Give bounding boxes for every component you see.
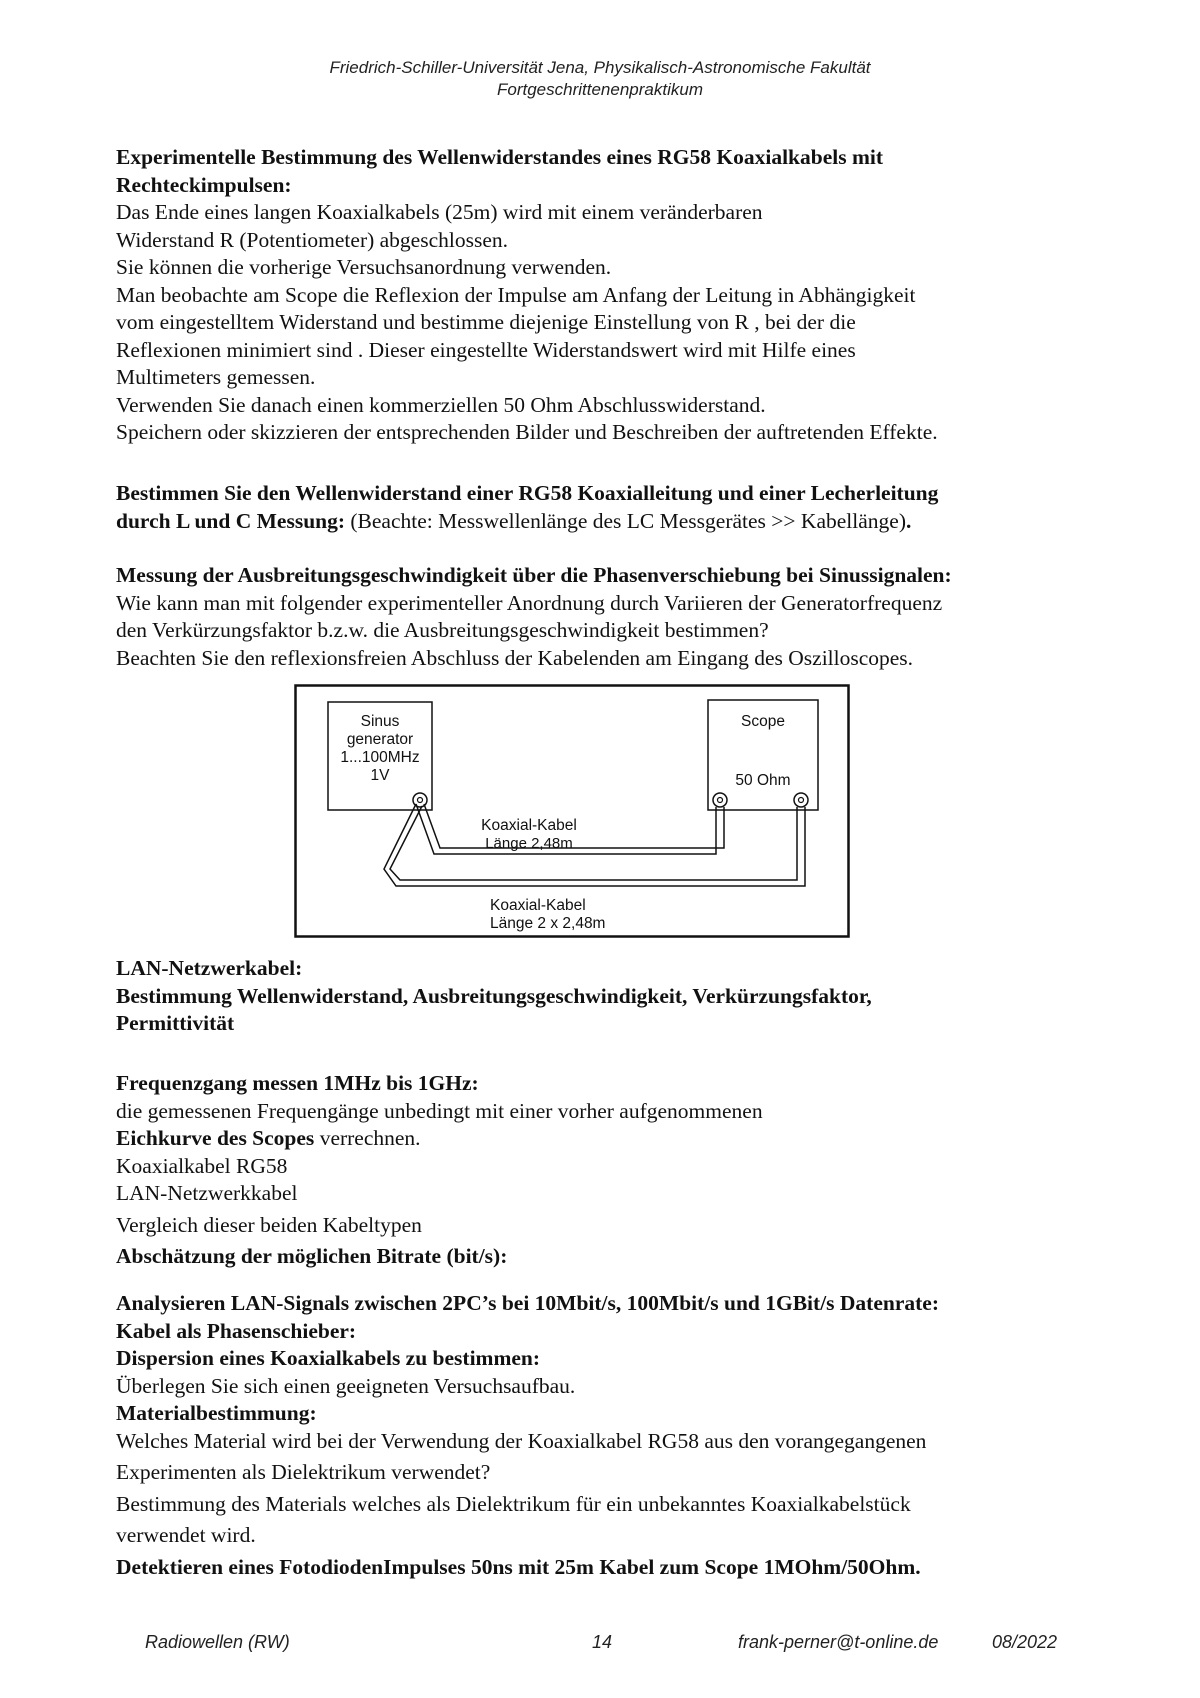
cable2-label-1: Koaxial-Kabel [490,897,586,914]
paragraph-line: die gemessenen Frequengänge unbedingt mit einer vorher aufgenommenen [116,1098,763,1123]
paragraph-line: den Verkürzungsfaktor b.z.w. die Ausbreitungsgeschwindigkeit bestimmen? [116,618,769,642]
section-subtitle-cont: Permittivität [116,1011,235,1035]
generator-label-3: 1...100MHz [340,749,420,766]
footer-date: 08/2022 [992,1632,1058,1652]
scope-connector-1-icon [713,793,727,807]
emphasis-text: Eichkurve des Scopes [116,1126,315,1150]
section-title-cont: Rechteckimpulsen: [116,172,292,197]
setup-diagram [294,684,850,938]
paragraph-line: Wie kann man mit folgender experimenteller Anordnung durch Variieren der Generatorfrequenz [116,590,943,615]
section-frequency-response [116,1070,1076,1271]
note-text: (Beachte: Messwellenlänge des LC Messgerätes >> Kabellänge) [345,508,906,533]
section-title: Dispersion eines Koaxialkabels zu bestimmen: [116,1346,541,1370]
note-end: . [905,508,912,533]
footer-page-number: 14 [592,1632,613,1652]
cable2-label-2: Länge 2 x 2,48m [490,915,606,932]
paragraph-line: Beachten Sie den reflexionsfreien Abschluss der Kabelenden am Eingang des Oszilloscopes. [116,645,914,670]
generator-label-1: Sinus [360,713,400,730]
section-phase-velocity [116,562,1076,672]
section-title: LAN-Netzwerkabel: [116,956,303,980]
section-analysis [116,1290,1076,1581]
section-title: Detektieren eines FotodiodenImpulses 50ns mit 25m Kabel zum Scope 1MOhm/50Ohm. [116,1554,921,1579]
section-lan-cable [116,955,1076,1038]
paragraph-line: Welches Material wird bei der Verwendung der Koaxialkabel RG58 aus den vorangegangenen [116,1428,927,1453]
header-institution: Friedrich-Schiller-Universität Jena, Physikalisch-Astronomische Fakultät [329,58,871,77]
paragraph-line: Man beobachte am Scope die Reflexion der Impulse am Anfang der Leitung in Abhängigkeit [116,282,916,307]
section-title: Kabel als Phasenschieber: [116,1318,357,1343]
paragraph-line: Vergleich dieser beiden Kabeltypen [116,1212,422,1237]
header-course: Fortgeschrittenenpraktikum [497,80,703,99]
section-title: Frequenzgang messen 1MHz bis 1GHz: [116,1071,479,1095]
paragraph-line: verwendet wird. [116,1523,256,1547]
paragraph-line: Widerstand R (Potentiometer) abgeschlossen. [116,227,509,252]
section-subtitle: Abschätzung der möglichen Bitrate (bit/s): [116,1244,508,1268]
paragraph-line: Speichern oder skizzieren der entsprechenden Bilder und Beschreiben der auftretenden Effekte. [116,420,938,444]
scope-label: Scope [741,713,785,730]
section-title-cont: durch L und C Messung: [116,508,346,533]
list-item: LAN-Netzwerkkabel [116,1181,298,1205]
footer-email: frank-perner@t-online.de [738,1632,939,1652]
section-title: Materialbestimmung: [116,1401,317,1425]
section-title: Analysieren LAN-Signals zwischen 2PC’s bei 10Mbit/s, 100Mbit/s und 1GBit/s Datenrate: [116,1291,939,1315]
section-subtitle: Bestimmung Wellenwiderstand, Ausbreitungsgeschwindigkeit, Verkürzungsfaktor, [116,983,872,1008]
scope-termination: 50 Ohm [735,772,791,789]
cable1-label-1: Koaxial-Kabel [481,817,577,834]
section-title: Bestimmen Sie den Wellenwiderstand einer RG58 Koaxialleitung und einer Lecherleitung [116,481,939,505]
generator-label-4: 1V [370,767,390,784]
paragraph-line: Überlegen Sie sich einen geeigneten Versuchsaufbau. [116,1373,576,1398]
list-item: Koaxialkabel RG58 [116,1153,288,1178]
paragraph-line: Verwenden Sie danach einen kommerziellen 50 Ohm Abschlusswiderstand. [116,392,766,417]
paragraph-line: Experimenten als Dielektrikum verwendet? [116,1460,491,1484]
section-wave-impedance-pulses [116,144,1076,447]
section-title: Messung der Ausbreitungsgeschwindigkeit über die Phasenverschiebung bei Sinussignalen: [116,563,952,587]
section-lc-measurement [116,480,1076,535]
paragraph-line: Bestimmung des Materials welches als Dielektrikum für ein unbekanntes Koaxialkabelstück [116,1491,911,1516]
section-title: Experimentelle Bestimmung des Wellenwiderstandes eines RG58 Koaxialkabels mit [116,145,884,169]
paragraph-text: verrechnen. [314,1126,421,1150]
generator-label-2: generator [346,731,414,748]
paragraph-line: Das Ende eines langen Koaxialkabels (25m) wird mit einem veränderbaren [116,200,763,224]
paragraph-line: vom eingestelltem Widerstand und bestimme diejenige Einstellung von R , bei der die [116,310,856,334]
cable1-label-2: Länge 2,48m [485,835,573,852]
paragraph-line: Sie können die vorherige Versuchsanordnung verwenden. [116,255,612,279]
paragraph-line: Reflexionen minimiert sind . Dieser eingestellte Widerstandswert wird mit Hilfe eines [116,337,856,362]
scope-connector-2-icon [794,793,808,807]
footer-course-name: Radiowellen (RW) [145,1632,290,1652]
paragraph-line: Multimeters gemessen. [116,365,316,389]
